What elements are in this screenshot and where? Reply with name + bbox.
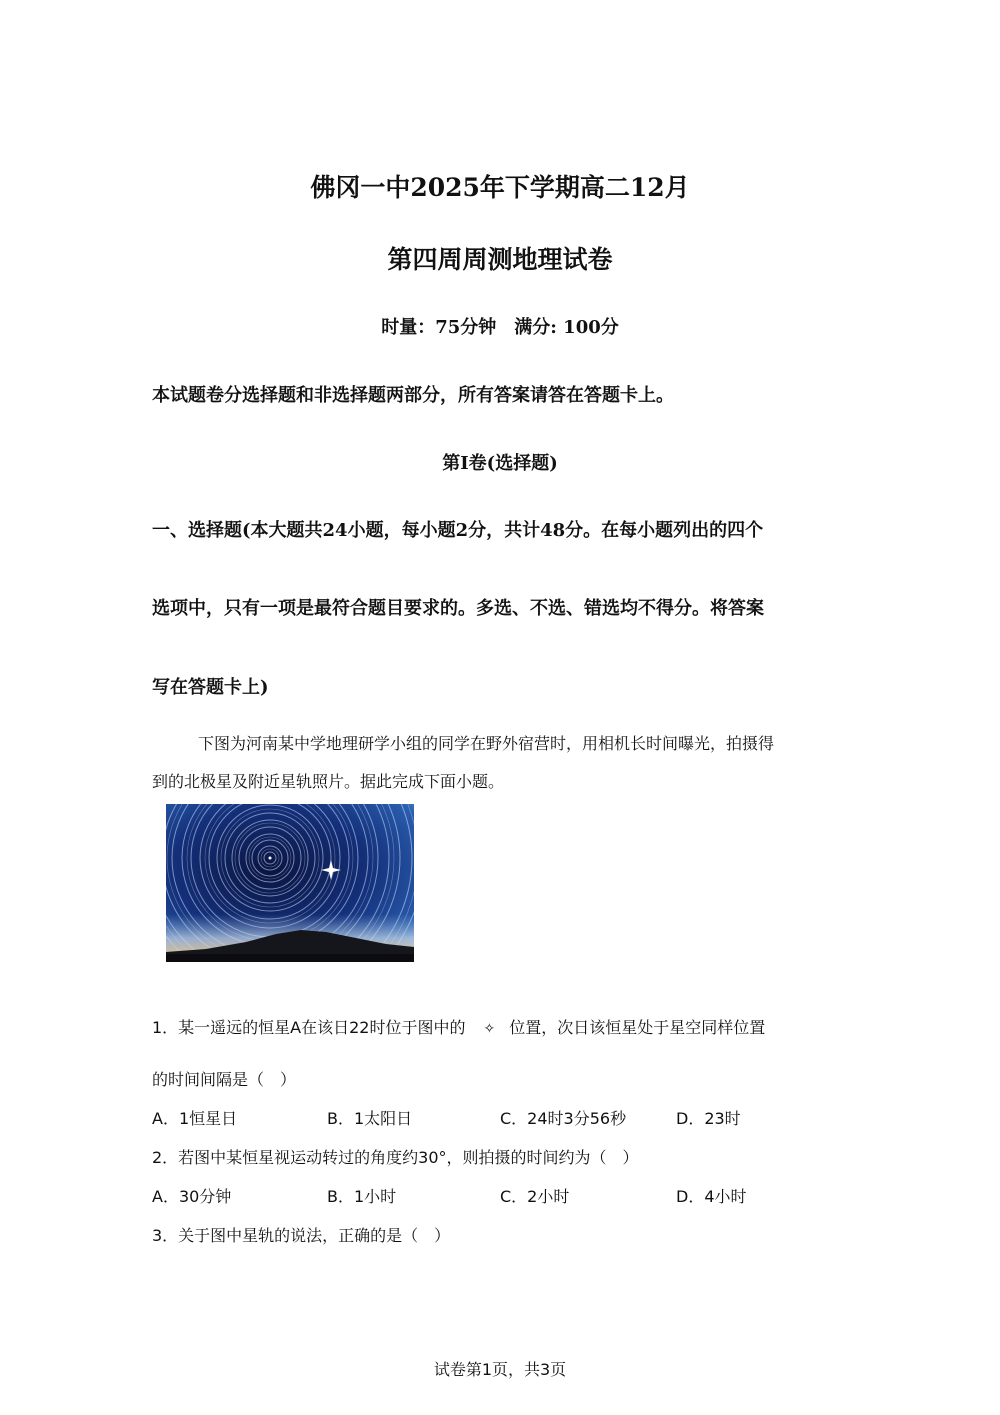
question-1-option-d: D．23时 [676, 1109, 741, 1128]
question-2-option-d: D．4小时 [676, 1187, 747, 1206]
question-3-stem: 3．关于图中星轨的说法，正确的是（ ） [152, 1226, 451, 1245]
section-instructions-line1: 一、选择题(本大题共24小题，每小题2分，共计48分。在每小题列出的四个 [152, 520, 764, 541]
question-1-stem [152, 1015, 765, 1038]
exam-title-line1: 佛冈一中2025年下学期高二12月 [310, 173, 690, 202]
question-1-stem-part2: 位置，次日该恒星处于星空同样位置 [509, 1018, 766, 1037]
question-2-stem: 2．若图中某恒星视运动转过的角度约30°，则拍摄的时间约为（ ） [152, 1148, 639, 1167]
volume-title: 第Ⅰ卷(选择题) [442, 453, 558, 474]
section-instructions-line2: 选项中，只有一项是最符合题目要求的。多选、不选、错选均不得分。将答案 [152, 598, 764, 619]
question-1-option-a: A．1恒星日 [152, 1109, 238, 1128]
question-2-option-a: A．30分钟 [152, 1187, 232, 1206]
question-1-option-b: B．1太阳日 [327, 1109, 413, 1128]
intro-paragraph-line1: 下图为河南某中学地理研学小组的同学在野外宿营时，用相机长时间曝光，拍摄得 [198, 734, 775, 753]
intro-paragraph-line2: 到的北极星及附近星轨照片。据此完成下面小题。 [152, 772, 505, 791]
four-point-star-icon: ✧ [483, 1021, 496, 1037]
question-2-option-b: B．1小时 [327, 1187, 397, 1206]
time-score-line: 时量：75分钟 满分: 100分 [381, 317, 619, 338]
section-instructions-line3: 写在答题卡上) [152, 677, 269, 698]
star-trails-photo [166, 804, 414, 962]
exam-notice: 本试题卷分选择题和非选择题两部分，所有答案请答在答题卡上。 [152, 385, 674, 406]
question-1-stem-line2: 的时间间隔是（ ） [152, 1070, 297, 1089]
exam-title-line2: 第四周周测地理试卷 [387, 245, 613, 274]
page-footer: 试卷第1页，共3页 [433, 1360, 567, 1379]
question-1-stem-part1: 1．某一遥远的恒星A在该日22时位于图中的 [152, 1018, 466, 1037]
question-2-option-c: C．2小时 [500, 1187, 570, 1206]
question-1-option-c: C．24时3分56秒 [500, 1109, 627, 1128]
